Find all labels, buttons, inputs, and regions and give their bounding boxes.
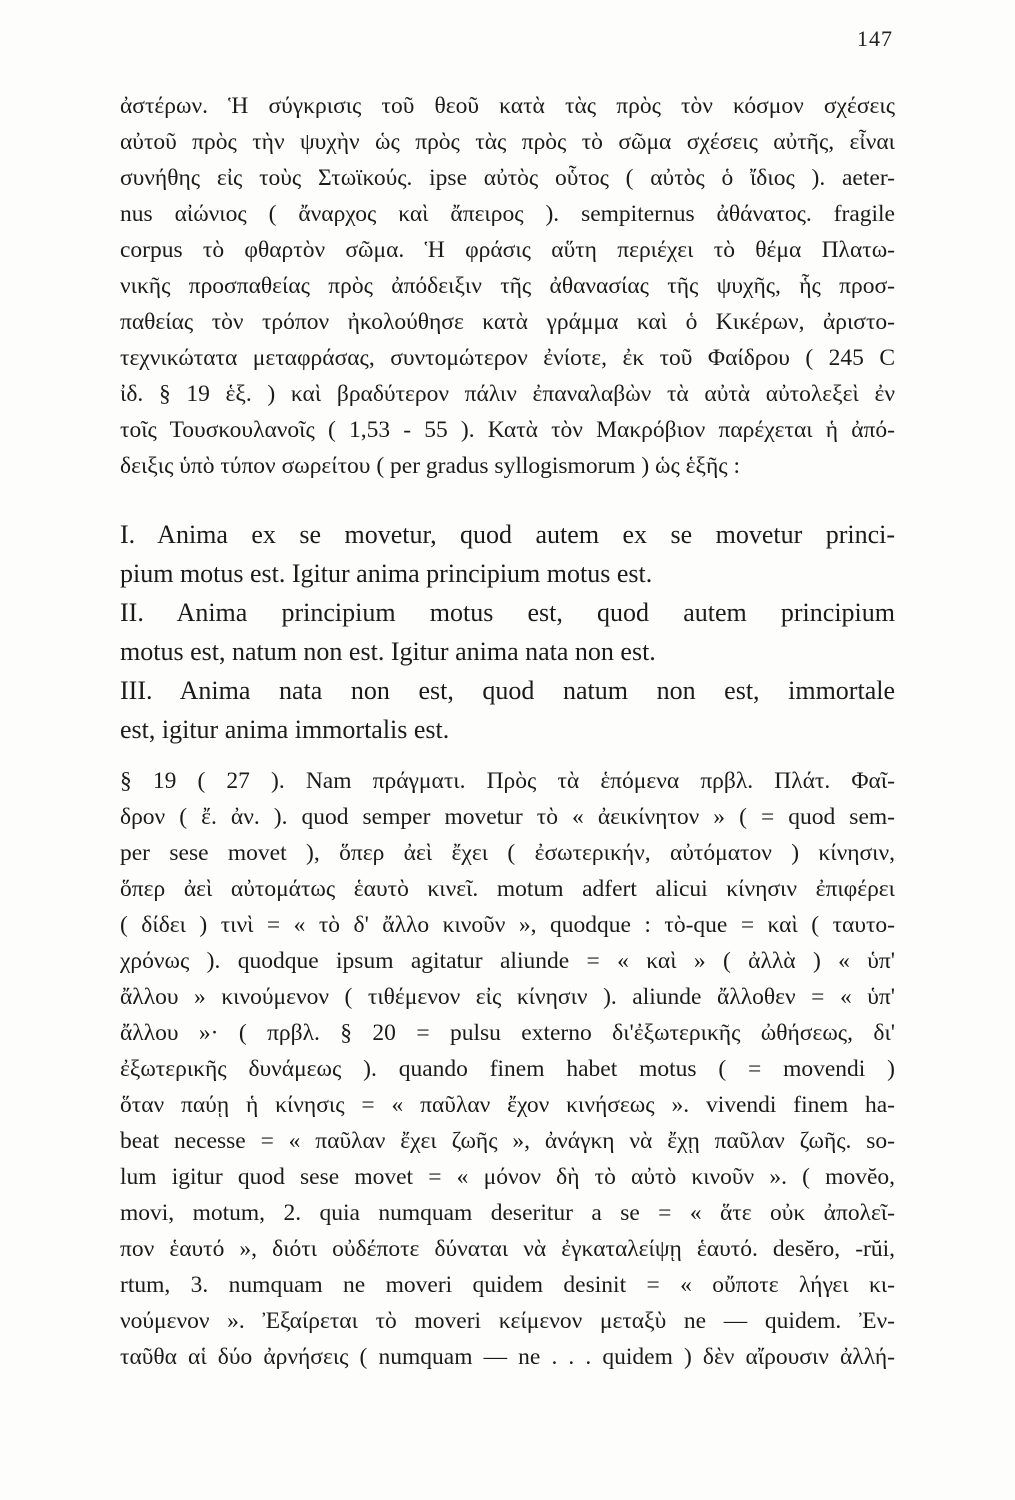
text-line: δρον ( ἔ. ἀν. ). quod semper movetur τὸ « ἀεικίνητον » ( = quod sem- xyxy=(120,804,895,830)
text-line: per sese movet ), ὅπερ ἀεὶ ἔχει ( ἐσωτερικήν, αὐτόματον ) κίνησιν, xyxy=(120,840,895,866)
text-line: ὅπερ ἀεὶ αὐτομάτως ἑαυτὸ κινεῖ. motum adfert alicui κίνησιν ἐπιφέρει xyxy=(120,876,895,902)
text-line: δειξις ὑπὸ τύπον σωρείτου ( per gradus syllogismorum ) ὡς ἑξῆς : xyxy=(120,453,741,479)
text-line: movi, motum, 2. quia numquam deseritur a se = « ἅτε οὐκ ἀπολεῖ- xyxy=(120,1200,895,1226)
text-line: ἀστέρων. Ἡ σύγκρισις τοῦ θεοῦ κατὰ τὰς πρὸς τὸν κόσμον σχέσεις xyxy=(120,93,895,119)
paragraph-section-19 xyxy=(120,763,895,1375)
text-line: ἰδ. § 19 ἑξ. ) καὶ βραδύτερον πάλιν ἐπαναλαβὼν τὰ αὐτὰ αὐτολεξεὶ ἐν xyxy=(120,381,895,407)
text-line: νούμενον ». Ἐξαίρεται τὸ moveri κείμενον μεταξὺ ne — quidem. Ἐν- xyxy=(120,1308,895,1334)
text-line: ἐξωτερικῆς δυνάμεως ). quando finem habet motus ( = movendi ) xyxy=(120,1056,895,1082)
text-line: τοῖς Τουσκουλανοῖς ( 1,53 - 55 ). Κατὰ τὸν Μακρόβιον παρέχεται ἡ ἀπό- xyxy=(120,417,895,443)
syllogism-line: pium motus est. Igitur anima principium motus est. xyxy=(120,559,653,588)
page-number: 147 xyxy=(857,26,893,51)
text-line: ἄλλου » κινούμενον ( τιθέμενον εἰς κίνησιν ). aliunde ἄλλοθεν = « ὑπ' xyxy=(120,984,895,1010)
text-line: νικῆς προσπαθείας πρὸς ἀπόδειξιν τῆς ἀθανασίας τῆς ψυχῆς, ἧς προσ- xyxy=(120,273,895,299)
text-line: τεχνικώτατα μεταφράσας, συντομώτερον ἐνίοτε, ἐκ τοῦ Φαίδρου ( 245 C xyxy=(120,345,895,371)
syllogism-line: motus est, natum non est. Igitur anima nata non est. xyxy=(120,637,656,666)
text-line: lum igitur quod sese movet = « μόνον δὴ τὸ αὐτὸ κινοῦν ». ( movĕo, xyxy=(120,1164,895,1190)
text-line: ὅταν παύῃ ἡ κίνησις = « παῦλαν ἔχον κινήσεως ». vivendi finem ha- xyxy=(120,1092,895,1118)
text-line: χρόνως ). quodque ipsum agitatur aliunde = « καὶ » ( ἀλλὰ ) « ὑπ' xyxy=(120,948,895,974)
text-line: πον ἑαυτό », διότι οὐδέποτε δύναται νὰ ἐγκαταλείψῃ ἑαυτό. desĕro, -rŭi, xyxy=(120,1236,895,1262)
text-line: rtum, 3. numquam ne moveri quidem desinit = « οὔποτε λήγει κι- xyxy=(120,1272,895,1298)
syllogism-line: est, igitur anima immortalis est. xyxy=(120,715,450,744)
text-line: ἄλλου »· ( πρβλ. § 20 = pulsu externo δι'ἐξωτερικῆς ὠθήσεως, δι' xyxy=(120,1020,895,1046)
syllogism-line: II. Anima principium motus est, quod autem principium xyxy=(120,598,895,627)
syllogism-line: III. Anima nata non est, quod natum non est, immortale xyxy=(120,676,895,705)
text-line: παθείας τὸν τρόπον ἠκολούθησε κατὰ γράμμα καὶ ὁ Κικέρων, ἀριστο- xyxy=(120,309,895,335)
text-line: ταῦθα αἱ δύο ἀρνήσεις ( numquam — ne . . . quidem ) δὲν αἴρουσιν ἀλλή- xyxy=(120,1344,895,1370)
text-line: beat necesse = « παῦλαν ἔχει ζωῆς », ἀνάγκη νὰ ἔχῃ παῦλαν ζωῆς. so- xyxy=(120,1128,895,1154)
syllogism-line: I. Anima ex se movetur, quod autem ex se movetur princi- xyxy=(120,520,895,549)
text-line: ( δίδει ) τινὶ = « τὸ δ' ἄλλο κινοῦν », quodque : τὸ-que = καὶ ( ταυτο- xyxy=(120,912,895,938)
text-line: αὐτοῦ πρὸς τὴν ψυχὴν ὡς πρὸς τὰς πρὸς τὸ σῶμα σχέσεις αὐτῆς, εἶναι xyxy=(120,129,895,155)
paragraph-commentary-intro xyxy=(120,88,895,484)
text-line: συνήθης εἰς τοὺς Στωϊκούς. ipse αὐτὸς οὗτος ( αὐτὸς ὁ ἴδιος ). aeter- xyxy=(120,165,895,191)
syllogism-block xyxy=(120,515,895,749)
text-line: § 19 ( 27 ). Nam πράγματι. Πρὸς τὰ ἑπόμενα πρβλ. Πλάτ. Φαῖ- xyxy=(120,768,895,794)
text-line: corpus τὸ φθαρτὸν σῶμα. Ἡ φράσις αὕτη περιέχει τὸ θέμα Πλατω- xyxy=(120,237,895,263)
text-line: nus αἰώνιος ( ἄναρχος καὶ ἄπειρος ). sempiternus ἀθάνατος. fragile xyxy=(120,201,895,227)
